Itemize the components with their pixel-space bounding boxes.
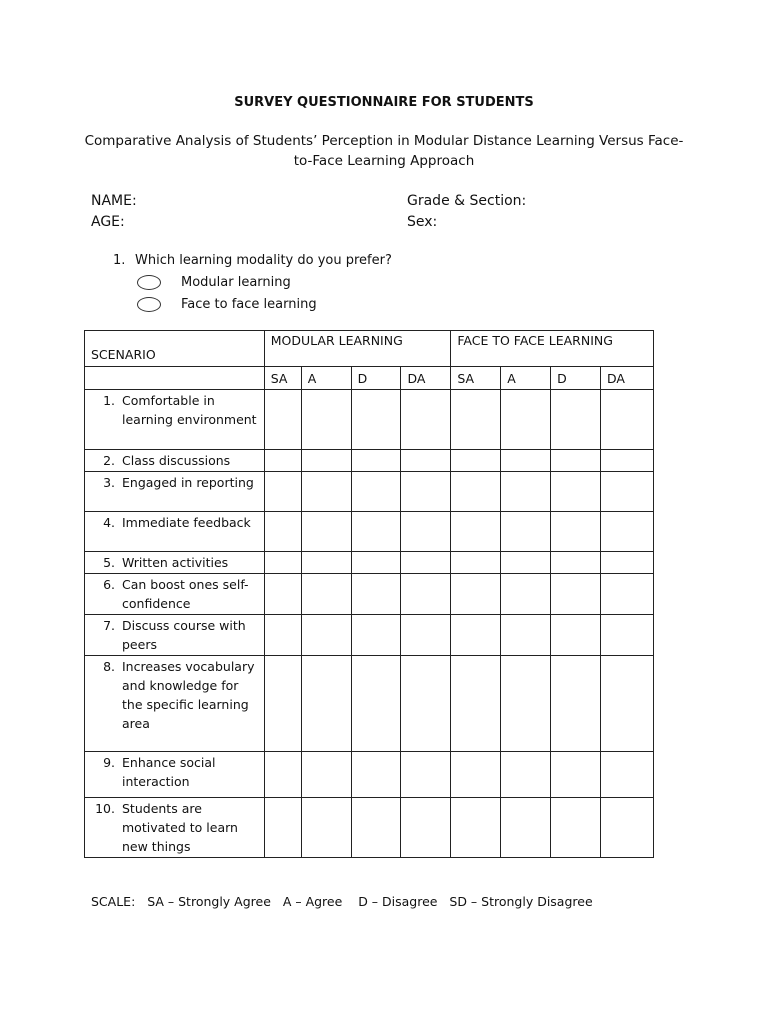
question-1 [113,253,392,268]
scenario-number: 6. [103,577,115,592]
response-cell[interactable] [301,615,351,656]
scenario-number: 7. [103,618,115,633]
f2f-a-header: A [501,367,551,390]
response-cell[interactable] [351,752,401,798]
response-cell[interactable] [501,798,551,858]
scenario-number: 10. [95,801,115,816]
response-cell[interactable] [551,574,601,615]
scenario-number: 2. [103,453,115,468]
modular-a-header: A [301,367,351,390]
response-cell[interactable] [601,390,654,450]
response-cell[interactable] [401,472,451,512]
response-cell[interactable] [351,574,401,615]
response-cell[interactable] [501,656,551,752]
response-cell[interactable] [551,472,601,512]
response-cell[interactable] [501,574,551,615]
response-cell[interactable] [451,472,501,512]
response-cell[interactable] [501,390,551,450]
response-cell[interactable] [551,798,601,858]
response-cell[interactable] [264,574,301,615]
response-cell[interactable] [401,798,451,858]
response-cell[interactable] [451,615,501,656]
response-cell[interactable] [601,574,654,615]
response-cell[interactable] [451,450,501,472]
scenario-number: 9. [103,755,115,770]
question-text: Which learning modality do you prefer? [135,253,392,268]
response-cell[interactable] [301,512,351,552]
response-cell[interactable] [601,450,654,472]
response-cell[interactable] [264,615,301,656]
response-cell[interactable] [264,390,301,450]
response-cell[interactable] [264,752,301,798]
scenario-cell [85,615,265,656]
scenario-text: Enhance social interaction [122,755,216,789]
f2f-sa-header: SA [451,367,501,390]
response-cell[interactable] [501,752,551,798]
response-cell[interactable] [501,552,551,574]
scenario-text: Increases vocabulary and knowledge for the specific learning area [122,659,255,731]
response-cell[interactable] [501,450,551,472]
table-row [85,752,654,798]
response-cell[interactable] [401,552,451,574]
grade-section-label: Grade & Section: [407,193,527,209]
question-number: 1. [113,253,126,268]
scale-legend: SCALE: SA – Strongly Agree A – Agree D – Disagree SD – Strongly Disagree [91,894,593,909]
scenario-text: Immediate feedback [122,515,251,530]
page-subtitle: Comparative Analysis of Students’ Perception in Modular Distance Learning Versus Face-to-Face Learning Approach [84,133,684,169]
response-cell[interactable] [351,450,401,472]
response-cell[interactable] [451,656,501,752]
response-cell[interactable] [351,472,401,512]
response-cell[interactable] [601,552,654,574]
face-to-face-header: FACE TO FACE LEARNING [451,331,654,367]
scenario-text: Class discussions [122,453,231,468]
table-row [85,615,654,656]
f2f-d-header: D [551,367,601,390]
response-cell[interactable] [451,512,501,552]
scenario-number: 3. [103,475,115,490]
radio-circle-icon[interactable] [137,297,161,312]
scenario-cell [85,472,265,512]
table-row [85,450,654,472]
scenario-cell [85,552,265,574]
scenario-cell [85,798,265,858]
response-cell[interactable] [301,752,351,798]
response-cell[interactable] [351,798,401,858]
scenario-number: 1. [103,393,115,408]
name-label: NAME: [91,193,137,209]
table-row [85,512,654,552]
table-row [85,574,654,615]
page-title: SURVEY QUESTIONNAIRE FOR STUDENTS [234,95,534,110]
response-cell[interactable] [601,472,654,512]
response-cell[interactable] [264,656,301,752]
modular-learning-header: MODULAR LEARNING [264,331,451,367]
table-row [85,656,654,752]
scenario-text: Can boost ones self-confidence [122,577,249,611]
response-cell[interactable] [401,656,451,752]
table-row [85,390,654,450]
response-cell[interactable] [501,512,551,552]
f2f-da-header: DA [601,367,654,390]
scenario-header: SCENARIO [85,331,265,367]
response-cell[interactable] [601,798,654,858]
modular-sa-header: SA [264,367,301,390]
response-cell[interactable] [301,574,351,615]
response-cell[interactable] [401,752,451,798]
table-row [85,472,654,512]
scenario-cell [85,752,265,798]
response-cell[interactable] [451,574,501,615]
response-cell[interactable] [551,450,601,472]
response-cell[interactable] [301,450,351,472]
empty-header-cell [85,367,265,390]
response-cell[interactable] [351,656,401,752]
table-header-row [85,331,654,367]
response-cell[interactable] [351,552,401,574]
scenario-text: Students are motivated to learn new things [122,801,238,854]
response-cell[interactable] [501,615,551,656]
scenario-text: Written activities [122,555,229,570]
sex-label: Sex: [407,214,438,230]
response-cell[interactable] [401,450,451,472]
scenario-cell [85,512,265,552]
response-cell[interactable] [301,552,351,574]
modular-d-header: D [351,367,401,390]
age-label: AGE: [91,214,125,230]
response-cell[interactable] [264,512,301,552]
response-cell[interactable] [601,752,654,798]
response-cell[interactable] [601,512,654,552]
survey-table [84,330,654,858]
scenario-cell [85,450,265,472]
response-cell[interactable] [301,656,351,752]
response-cell[interactable] [301,472,351,512]
response-cell[interactable] [401,574,451,615]
response-cell[interactable] [301,798,351,858]
modular-da-header: DA [401,367,451,390]
response-cell[interactable] [401,390,451,450]
response-cell[interactable] [551,752,601,798]
response-cell[interactable] [451,390,501,450]
response-cell[interactable] [351,615,401,656]
response-cell[interactable] [551,656,601,752]
option-face-to-face[interactable] [137,297,317,312]
scenario-number: 8. [103,659,115,674]
option-label: Face to face learning [181,297,317,312]
response-cell[interactable] [264,798,301,858]
response-cell[interactable] [551,615,601,656]
response-cell[interactable] [351,390,401,450]
scenario-number: 4. [103,515,115,530]
scenario-cell [85,656,265,752]
response-cell[interactable] [301,390,351,450]
table-row [85,552,654,574]
scenario-number: 5. [103,555,115,570]
option-label: Modular learning [181,275,291,290]
scenario-text: Comfortable in learning environment [122,393,257,427]
response-cell[interactable] [551,552,601,574]
response-cell[interactable] [551,390,601,450]
scenario-text: Engaged in reporting [122,475,254,490]
table-subheader-row [85,367,654,390]
response-cell[interactable] [551,512,601,552]
scenario-cell [85,390,265,450]
response-cell[interactable] [264,552,301,574]
response-cell[interactable] [351,512,401,552]
response-cell[interactable] [601,615,654,656]
response-cell[interactable] [264,472,301,512]
scenario-cell [85,574,265,615]
radio-circle-icon[interactable] [137,275,161,290]
option-modular[interactable] [137,275,291,290]
scenario-text: Discuss course with peers [122,618,246,652]
response-cell[interactable] [451,752,501,798]
response-cell[interactable] [451,552,501,574]
table-row [85,798,654,858]
response-cell[interactable] [601,656,654,752]
response-cell[interactable] [451,798,501,858]
response-cell[interactable] [501,472,551,512]
response-cell[interactable] [401,615,451,656]
response-cell[interactable] [401,512,451,552]
response-cell[interactable] [264,450,301,472]
